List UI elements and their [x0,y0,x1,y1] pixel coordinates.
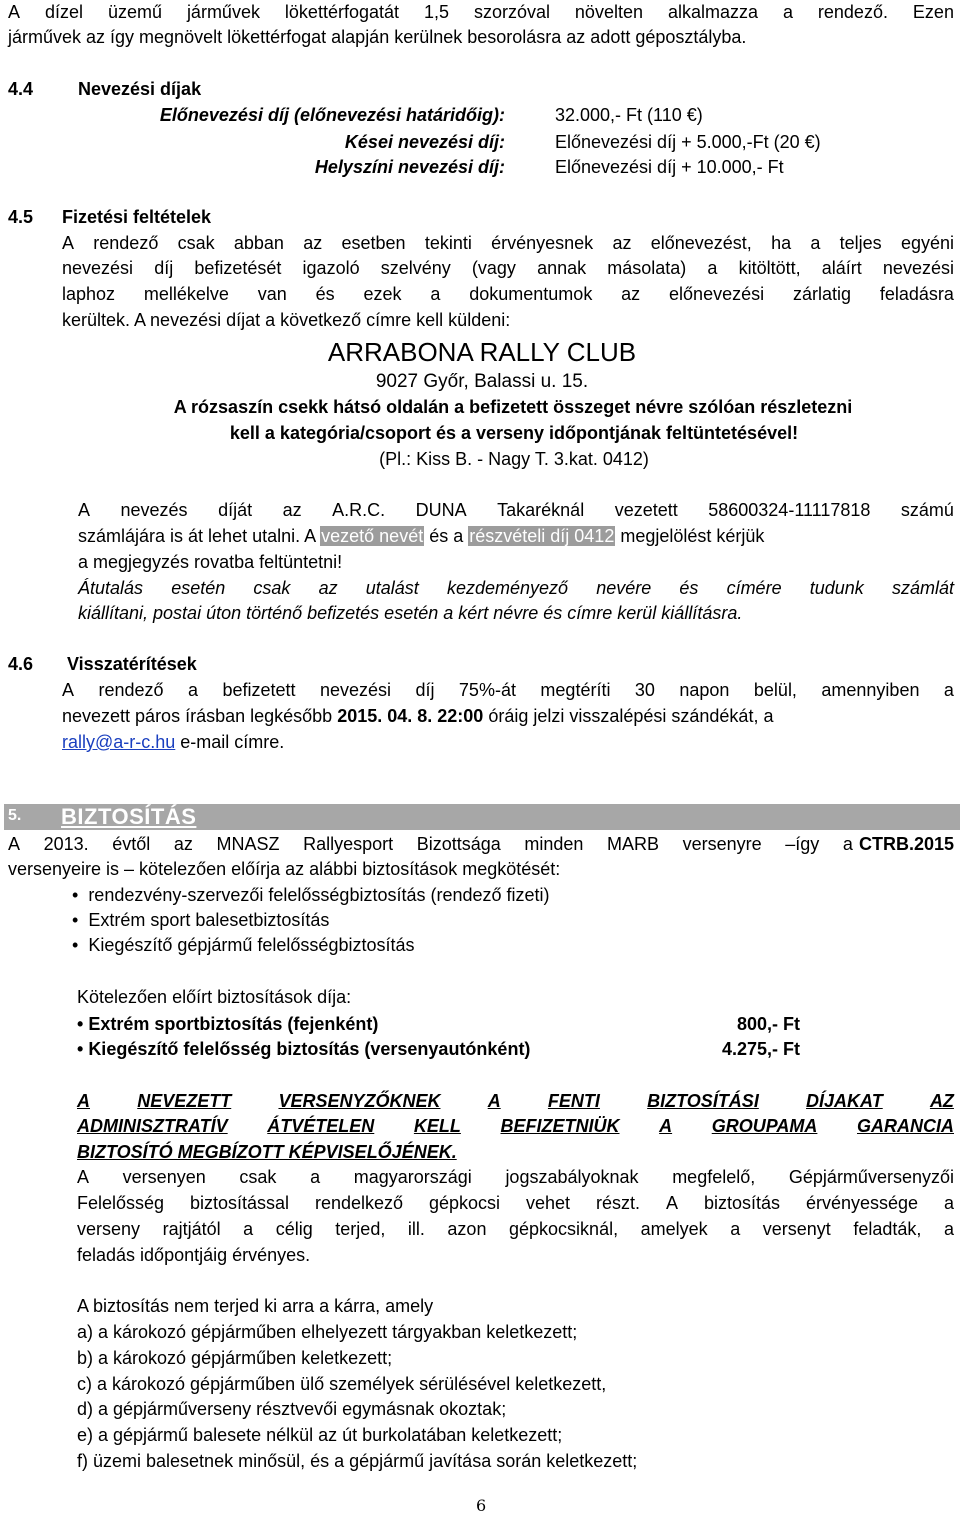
word: az [612,233,632,253]
fee-row-liability: • Kiegészítő felelősség biztosítás (versenyautónként) [77,1039,531,1059]
word: magyarországi [353,1167,472,1187]
word: a [187,680,198,700]
word: díj [154,258,174,278]
highlight-fee-code: részvételi díj 0412 [469,526,615,546]
word: 30 [634,680,655,700]
fee-row-liability-value: 4.275,- Ft [721,1039,800,1059]
bullet-item: • rendezvény-szervezői felelősségbiztosítás (rendező fizeti) [72,885,550,905]
word: 2013. [43,834,89,854]
word: és [679,578,699,598]
word: a [730,1219,741,1239]
payment-para-line-1 [62,232,954,254]
section-4-4-number: 4.4 [8,79,34,99]
word: Takaréknál [497,500,585,520]
word: tudunk [809,578,864,598]
word: az [173,834,193,854]
warning-line-3: BIZTOSÍTÓ MEGBÍZOTT KÉPVISELŐJÉNEK. [77,1142,457,1162]
word: amennyiben [821,680,920,700]
word: kitöltött, [738,258,801,278]
word: csak [239,1167,277,1187]
bank-line-3: a megjegyzés rovatba feltüntetni! [78,552,343,572]
word: A [77,1167,90,1187]
word: ezek [363,284,402,304]
word: másolata) [607,258,687,278]
intro-line-2: járművek az így megnövelt lökettérfogat alapján kerülnek besorolásra az adott géposztályba. [8,27,747,47]
word: verseny [77,1219,141,1239]
word: ÁTVÉTELEN [267,1116,375,1136]
refund-deadline: 2015. 04. 8. 22:00 [337,706,484,726]
fee-value-early: 32.000,- Ft (110 €) [555,105,703,125]
section-5-number: 5. [8,807,22,824]
exclusion-item: c) a károkozó gépjárműben ülő személyek sérülésével keletkezett, [77,1374,607,1394]
word: A [665,1193,678,1213]
refund-line-2-a: nevezett páros írásban legkésőbb [62,706,338,726]
transfer-italic-line-1 [78,577,954,599]
word: MNASZ [216,834,280,854]
word: díját [218,500,253,520]
section-4-6-number: 4.6 [8,654,34,674]
word: az [303,233,323,253]
word: tekinti [424,233,472,253]
word: lökettérfogatát [284,2,399,22]
word: gépkocsi [429,1193,501,1213]
word: rendező [98,680,164,700]
bullet-item-text: Kiegészítő gépjármű felelősségbiztosítás [88,935,415,955]
word: a [943,1219,954,1239]
word: járművek [186,2,260,22]
insurance-line-1 [8,833,954,855]
fee-row-label: Extrém sportbiztosítás (fejenként) [88,1014,379,1034]
word: rajtjától [162,1219,221,1239]
word: A [8,834,21,854]
word: rendelkező [315,1193,404,1213]
payment-para-line-4: kerültek. A nevezési díjat a következő címre kell küldeni: [62,310,511,330]
word: gépkocsiknál, [509,1219,619,1239]
warning-line-1 [77,1090,954,1112]
refund-line-2-b: óráig jelzi visszalépési szándékát, a [483,706,774,726]
word: versenyt [762,1219,831,1239]
word: napon [679,680,730,700]
word: növelten [574,2,643,22]
word: belül, [753,680,797,700]
email-link[interactable]: rally@a-r-c.hu [62,732,176,752]
word: A [77,1091,90,1111]
word: (vagy [471,258,516,278]
word: utalást [365,578,419,598]
word: A [62,680,75,700]
section-4-4-title: Nevezési díjak [78,79,202,99]
word: előnevezést, [650,233,752,253]
word: a [842,834,853,854]
word: VERSENYZŐKNEK [278,1091,441,1111]
exclusion-item: b) a károkozó gépjárműben keletkezett; [77,1348,393,1368]
word: biztosítással [190,1193,290,1213]
word: terjed, [335,1219,386,1239]
word: zárlatig [792,284,851,304]
word: AZ [929,1091,954,1111]
word: BIZTOSÍTÁSI [647,1091,759,1111]
word: Felelősség [77,1193,165,1213]
warning-line-2 [77,1115,954,1137]
insurance-ctrb: CTRB.2015 [858,834,954,854]
word: csak [177,233,215,253]
word: DUNA [415,500,467,520]
word: a [430,284,441,304]
bank-line-1 [78,499,954,521]
word: FENTI [547,1091,600,1111]
payment-para-line-3 [62,283,954,305]
cheque-note-line-1: A rózsaszín csekk hátsó oldalán a befizetett összeget névre szólóan részletezni [173,397,853,417]
word: A [487,1091,501,1111]
word: a [782,2,793,22]
word: feladták, [853,1219,922,1239]
word: befizetését [194,258,282,278]
word: abban [233,233,284,253]
word: megtéríti [540,680,611,700]
club-name: ARRABONA RALLY CLUB [327,337,637,367]
word: nevezési [319,680,391,700]
word: ha [771,233,792,253]
section-4-5-title: Fizetési feltételek [62,207,212,227]
word: 1,5 [423,2,449,22]
section-5-header-bar [4,804,960,830]
word: igazoló [302,258,360,278]
word: aláírt [821,258,862,278]
refund-line-2 [62,705,773,727]
fee-label-onsite: Helyszíni nevezési díj: [314,157,505,177]
word: alkalmazza [667,2,758,22]
fees-title: Kötelezően előírt biztosítások díja: [77,987,352,1007]
word: egyéni [900,233,954,253]
word: amelyek [640,1219,708,1239]
fee-row-label: Kiegészítő felelősség biztosítás (versenyautónként) [88,1039,531,1059]
club-address: 9027 Győr, Balassi u. 15. [375,371,589,392]
insurance-line-2: versenyeire is – kötelezően előírja az alábbi biztosítások megkötését: [8,859,561,879]
section-4-6-title: Visszatérítések [67,654,197,674]
word: Gépjárműversenyzői [788,1167,954,1187]
word: kezdeményező [446,578,569,598]
word: címére [726,578,782,598]
bullet-item-text: rendezvény-szervezői felelősségbiztosítás (rendező fizeti) [88,885,550,905]
word: érvényessége [805,1193,919,1213]
page-number: 6 [476,1496,487,1515]
fee-row-extreme: • Extrém sportbiztosítás (fejenként) [77,1014,379,1034]
word: a [810,233,821,253]
bullet-item: • Extrém sport balesetbiztosítás [72,910,330,930]
bank-line-2 [78,525,764,547]
word: –így [785,834,820,854]
fee-value-onsite: Előnevezési díj + 10.000,- Ft [555,157,784,177]
intro-line-1 [8,1,954,23]
word: nevezési [882,258,954,278]
exclusion-item: e) a gépjármű balesete nélkül az út burkolatában keletkezett; [77,1425,563,1445]
exclusions-title: A biztosítás nem terjed ki arra a kárra, amely [77,1296,434,1316]
word: BEFIZETNIÜK [500,1116,620,1136]
transfer-italic-line-2: kiállítani, postai úton történő befizetés esetén a kért névre és címre kerül kiállításra. [78,603,743,623]
word: a [943,680,954,700]
word: annak [537,258,587,278]
word: mellékelve [143,284,229,304]
word: Bizottsága [416,834,501,854]
word: a [310,1167,321,1187]
word: Ezen [912,2,954,22]
word: számú [900,500,954,520]
word: ill. [407,1219,425,1239]
word: feladásra [879,284,954,304]
word: a [707,258,718,278]
word: díj [415,680,435,700]
word: az [318,578,338,598]
word: a [943,1193,954,1213]
fee-label-late: Kései nevezési díj: [344,132,505,152]
word: befizetett [222,680,296,700]
exclusion-item: d) a gépjárműverseny résztvevői egymásnak okoztak; [77,1399,507,1419]
word: az [282,500,302,520]
word: szorzóval [473,2,550,22]
refund-line-1 [62,679,954,701]
word: A [62,233,75,253]
bank-line-2-c: megjelölést kérjük [615,526,765,546]
word: előnevezési [669,284,765,304]
word: évtől [112,834,151,854]
word: célig [275,1219,313,1239]
word: nevezési [62,258,134,278]
exclusion-item: a) a károkozó gépjárműben elhelyezett tárgyakban keletkezett; [77,1322,578,1342]
highlight-driver-name: vezető nevét [321,526,424,546]
word: Átutalás [78,578,144,598]
word: A [8,2,21,22]
word: minden [524,834,584,854]
validity-line-4: feladás időpontjáig érvényes. [77,1245,311,1265]
word: versenyre [682,834,762,854]
word: 75%-át [458,680,516,700]
word: számlát [891,578,954,598]
word: KELL [413,1116,461,1136]
fee-row-extreme-value: 800,- Ft [736,1014,800,1034]
exclusion-item: f) üzemi balesetnek minősül, és a gépjármű javítása során keletkezett; [77,1451,638,1471]
word: MARB [607,834,660,854]
word: az [621,284,641,304]
word: részt. [596,1193,641,1213]
word: 58600324-11117818 [708,500,871,520]
bank-line-2-a: számlájára is át lehet utalni. A [78,526,321,546]
word: nevezés [120,500,188,520]
word: azon [447,1219,487,1239]
word: GROUPAMA [711,1116,818,1136]
word: a [243,1219,254,1239]
word: vehet [526,1193,571,1213]
fee-value-late: Előnevezési díj + 5.000,-Ft (20 €) [555,132,821,152]
word: rendező [93,233,159,253]
word: Rallyesport [303,834,394,854]
word: DÍJAKAT [806,1091,883,1111]
word: A.R.C. [332,500,386,520]
word: dokumentumok [469,284,593,304]
word: A [659,1116,673,1136]
word: versenyen [122,1167,206,1187]
bullet-item-text: Extrém sport balesetbiztosítás [88,910,330,930]
word: biztosítás [703,1193,780,1213]
word: dízel [44,2,83,22]
word: rendező. [817,2,888,22]
word: laphoz [62,284,116,304]
word: A [78,500,91,520]
word: csak [253,578,291,598]
bank-line-2-b: és a [424,526,469,546]
word: jogszabályoknak [505,1167,639,1187]
word: GARANCIA [857,1116,954,1136]
validity-line-1 [77,1166,954,1188]
cheque-note-line-2: kell a kategória/csoport és a verseny időpontjának feltüntetésével! [229,423,799,443]
word: érvényesnek [491,233,594,253]
insurance-line-1-words [8,833,853,855]
word: NEVEZETT [137,1091,232,1111]
word: esetén [171,578,226,598]
word: szelvény [380,258,451,278]
word: üzemű [107,2,162,22]
cheque-example: (Pl.: Kiss B. - Nagy T. 3.kat. 0412) [379,449,649,469]
section-5-title: BIZTOSÍTÁS [61,804,197,829]
word: megfelelő, [672,1167,756,1187]
word: ADMINISZTRATÍV [77,1116,228,1136]
word: nevére [596,578,652,598]
word: vezetett [614,500,678,520]
payment-para-line-2 [62,257,954,279]
validity-line-2 [77,1192,954,1214]
word: esetben [341,233,406,253]
word: és [315,284,335,304]
refund-line-3 [62,731,284,753]
section-4-5-number: 4.5 [8,207,34,227]
bullet-item: • Kiegészítő gépjármű felelősségbiztosítás [72,935,415,955]
word: teljes [839,233,882,253]
validity-line-3 [77,1218,954,1240]
fee-label-early: Előnevezési díj (előnevezési határidőig): [159,105,505,125]
refund-line-3-b: e-mail címre. [175,732,285,752]
word: van [257,284,287,304]
